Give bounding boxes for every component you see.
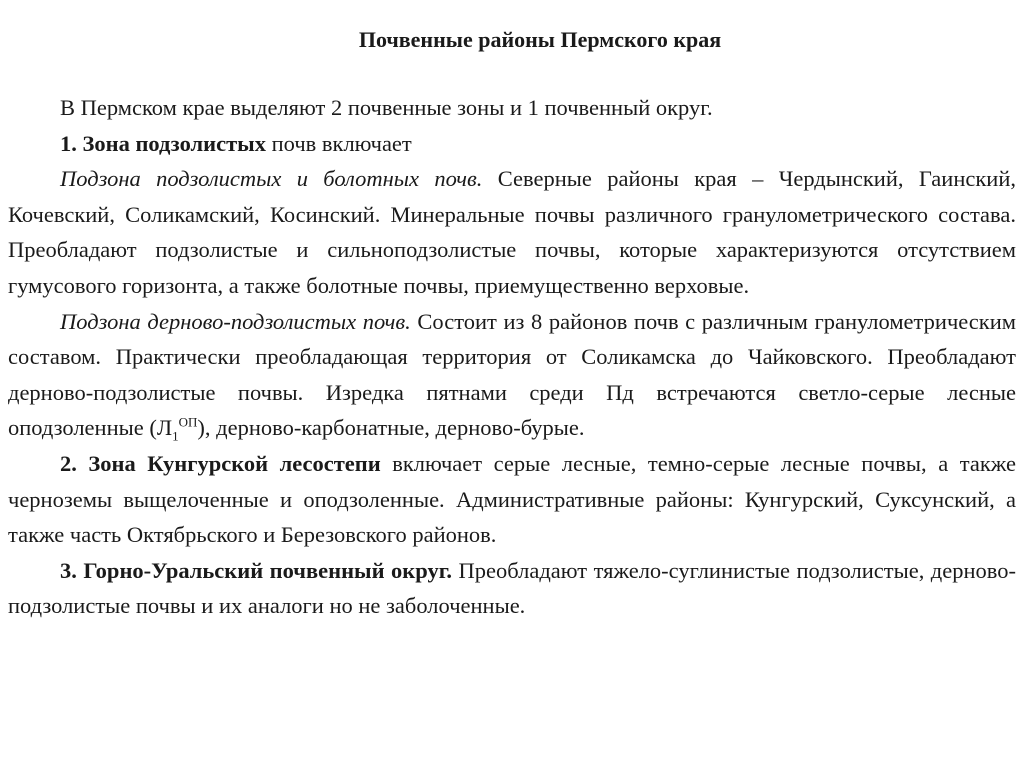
subzone1-text: Северные районы края – Чердынский, Гаинский, Кочевский, Соликамский, Косинский. Минеральные почвы различного гранулометрического состава. Преобладают подзолистые и сильноподзолистые почвы, которые характеризуются отсутствием гумусового горизонта, а также болотные почвы, приемущественно верховые. bbox=[8, 166, 1016, 298]
subzone1-paragraph bbox=[8, 161, 1016, 303]
subzone2-text-after: ), дерново-карбонатные, дерново-бурые. bbox=[197, 415, 585, 441]
zone2-heading: 2. Зона Кунгурской лесостепи bbox=[60, 450, 381, 476]
subzone2-paragraph bbox=[8, 304, 1016, 446]
zone3-heading: 3. Горно-Уральский почвенный округ. bbox=[60, 557, 453, 583]
page-title: Почвенные районы Пермского края bbox=[358, 27, 722, 52]
subzone2-name: Подзона дерново-подзолистых почв. bbox=[60, 308, 411, 334]
subzone1-name: Подзона подзолистых и болотных почв. bbox=[60, 166, 483, 192]
zone3-text: Преобладают тяжело-суглинистые подзолистые, дерново-подзолистые почвы и их аналоги но не заболоченные. bbox=[8, 557, 1016, 619]
subzone2-text-before: Состоит из 8 районов почв с различным гранулометрическим составом. Практически преобладающая территория от Соликамска до Чайковского. Преобладают дерново-подзолистые почвы. Изредка пятнами среди Пд встречаются светло-серые лесные оподзоленные (Л bbox=[8, 308, 1016, 441]
zone1-paragraph bbox=[8, 126, 1016, 162]
zone1-heading: 1. Зона подзолистых bbox=[60, 130, 266, 156]
document-page bbox=[8, 26, 1016, 624]
zone2-text: включает серые лесные, темно-серые лесные почвы, а также черноземы выщелоченные и оподзоленные. Административные районы: Кунгурский, Суксунский, а также часть Октябрьского и Березовского районов. bbox=[8, 450, 1016, 548]
zone1-text: почв включает bbox=[266, 130, 412, 156]
soil-index-sup: ОП bbox=[178, 414, 198, 430]
intro-paragraph: В Пермском крае выделяют 2 почвенные зоны и 1 почвенный округ. bbox=[60, 95, 713, 120]
soil-index-sub: 1 bbox=[172, 428, 179, 444]
zone2-paragraph bbox=[8, 446, 1016, 553]
zone3-paragraph bbox=[8, 553, 1016, 624]
